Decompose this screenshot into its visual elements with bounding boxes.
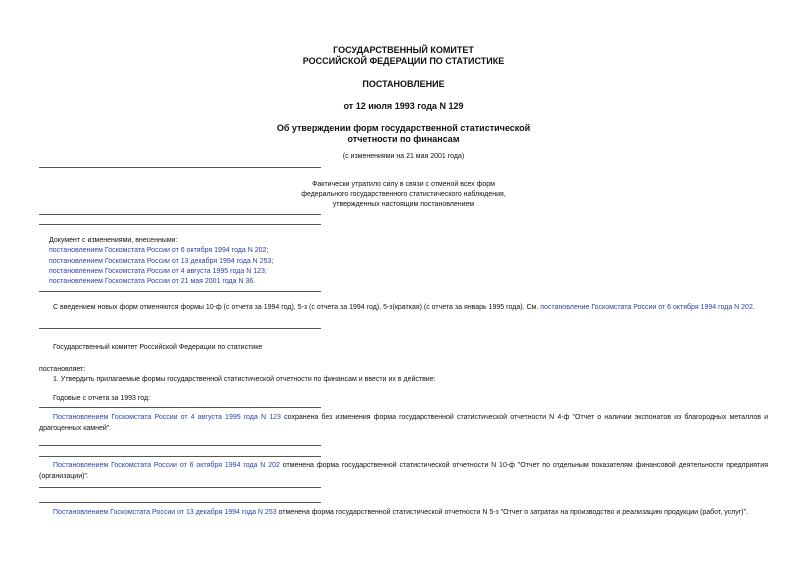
note-form-10f-text: отменена форма государственной статистической отчетности N 10-ф "Отчет по отдельным показателям финансовой деятельности предприятия (организации)". — [39, 462, 769, 480]
note-replaced-forms-link[interactable]: постановление Госкомстата России от 6 октября 1994 года N 202 — [540, 304, 753, 311]
amendment-link-2[interactable]: постановлением Госкомстата России от 13 декабря 1994 года N 253; — [49, 258, 274, 265]
divider — [39, 407, 321, 408]
note-form-4f-link[interactable]: Постановлением Госкомстата России от 4 августа 1995 года N 123 — [53, 414, 281, 421]
doc-title-line2: отчетности по финансам — [347, 134, 460, 144]
resolves-text: постановляет: — [39, 366, 86, 373]
amendment-link-3[interactable]: постановлением Госкомстата России от 4 августа 1995 года N 123; — [49, 268, 267, 275]
amendments-label: Документ с изменениями, внесенными: — [49, 237, 178, 244]
note-form-10f-link[interactable]: Постановлением Госкомстата России от 6 октября 1994 года N 202 — [53, 462, 280, 469]
annual-reports-text: Годовые с отчета за 1993 год: — [53, 395, 151, 402]
divider — [39, 502, 321, 503]
divider — [39, 456, 321, 457]
amendment-link-1[interactable]: постановлением Госкомстата России от 6 октября 1994 года N 202; — [49, 247, 269, 254]
amendment-link-4[interactable]: постановлением Госкомстата России от 21 мая 2001 года N 36. — [49, 278, 256, 285]
status-note-line2: федерального государственного статистического наблюдения, — [301, 191, 506, 198]
doc-date-number: от 12 июля 1993 года N 129 — [343, 101, 464, 111]
note-form-4f-text: сохранена без изменения форма государственной статистической отчетности N 4-ф "Отчет о наличии экспонатов из благородных металлов и драгоценных камней". — [39, 414, 768, 432]
note-replaced-forms-tail: . — [752, 304, 755, 311]
org-name-line2: РОССИЙСКОЙ ФЕДЕРАЦИИ ПО СТАТИСТИКЕ — [302, 56, 505, 66]
issuer-text: Государственный комитет Российской Федерации по статистике — [53, 344, 263, 351]
divider — [39, 445, 321, 446]
amendments-note: (с изменениями на 21 мая 2001 года) — [342, 153, 465, 160]
doc-title-line1: Об утверждении форм государственной статистической — [276, 123, 531, 133]
divider — [39, 291, 321, 292]
divider — [39, 224, 321, 225]
status-note-line1: Фактически утратило силу в связи с отменой всех форм — [312, 181, 495, 188]
note-form-10f — [39, 461, 768, 482]
org-name-line1: ГОСУДАРСТВЕННЫЙ КОМИТЕТ — [333, 45, 474, 55]
note-form-5z — [39, 508, 768, 519]
note-form-5z-text: отменена форма государственной статистической отчетности N 5-з "Отчет о затратах на производство и реализацию продукции (работ, услуг)". — [276, 509, 749, 516]
divider — [39, 487, 321, 488]
note-form-5z-link[interactable]: Постановлением Госкомстата России от 13 декабря 1994 года N 253 — [53, 509, 277, 516]
doc-type: ПОСТАНОВЛЕНИЕ — [362, 79, 445, 89]
item-1-text: 1. Утвердить прилагаемые формы государственной статистической отчетности по финансам и ввести их в действие: — [53, 376, 436, 383]
note-replaced-forms-text: С введением новых форм отменяются формы 10-ф (с отчета за 1994 год), 5-з (с отчета за 1994 год), 5-з(краткая) (с отчета за январь 1995 года). См. — [53, 304, 541, 311]
status-note-line3: утвержденных настоящим постановлением — [332, 201, 475, 208]
divider — [39, 167, 321, 168]
divider — [39, 214, 321, 215]
note-form-4f — [39, 413, 768, 434]
divider — [39, 328, 321, 329]
note-replaced-forms — [39, 303, 768, 314]
